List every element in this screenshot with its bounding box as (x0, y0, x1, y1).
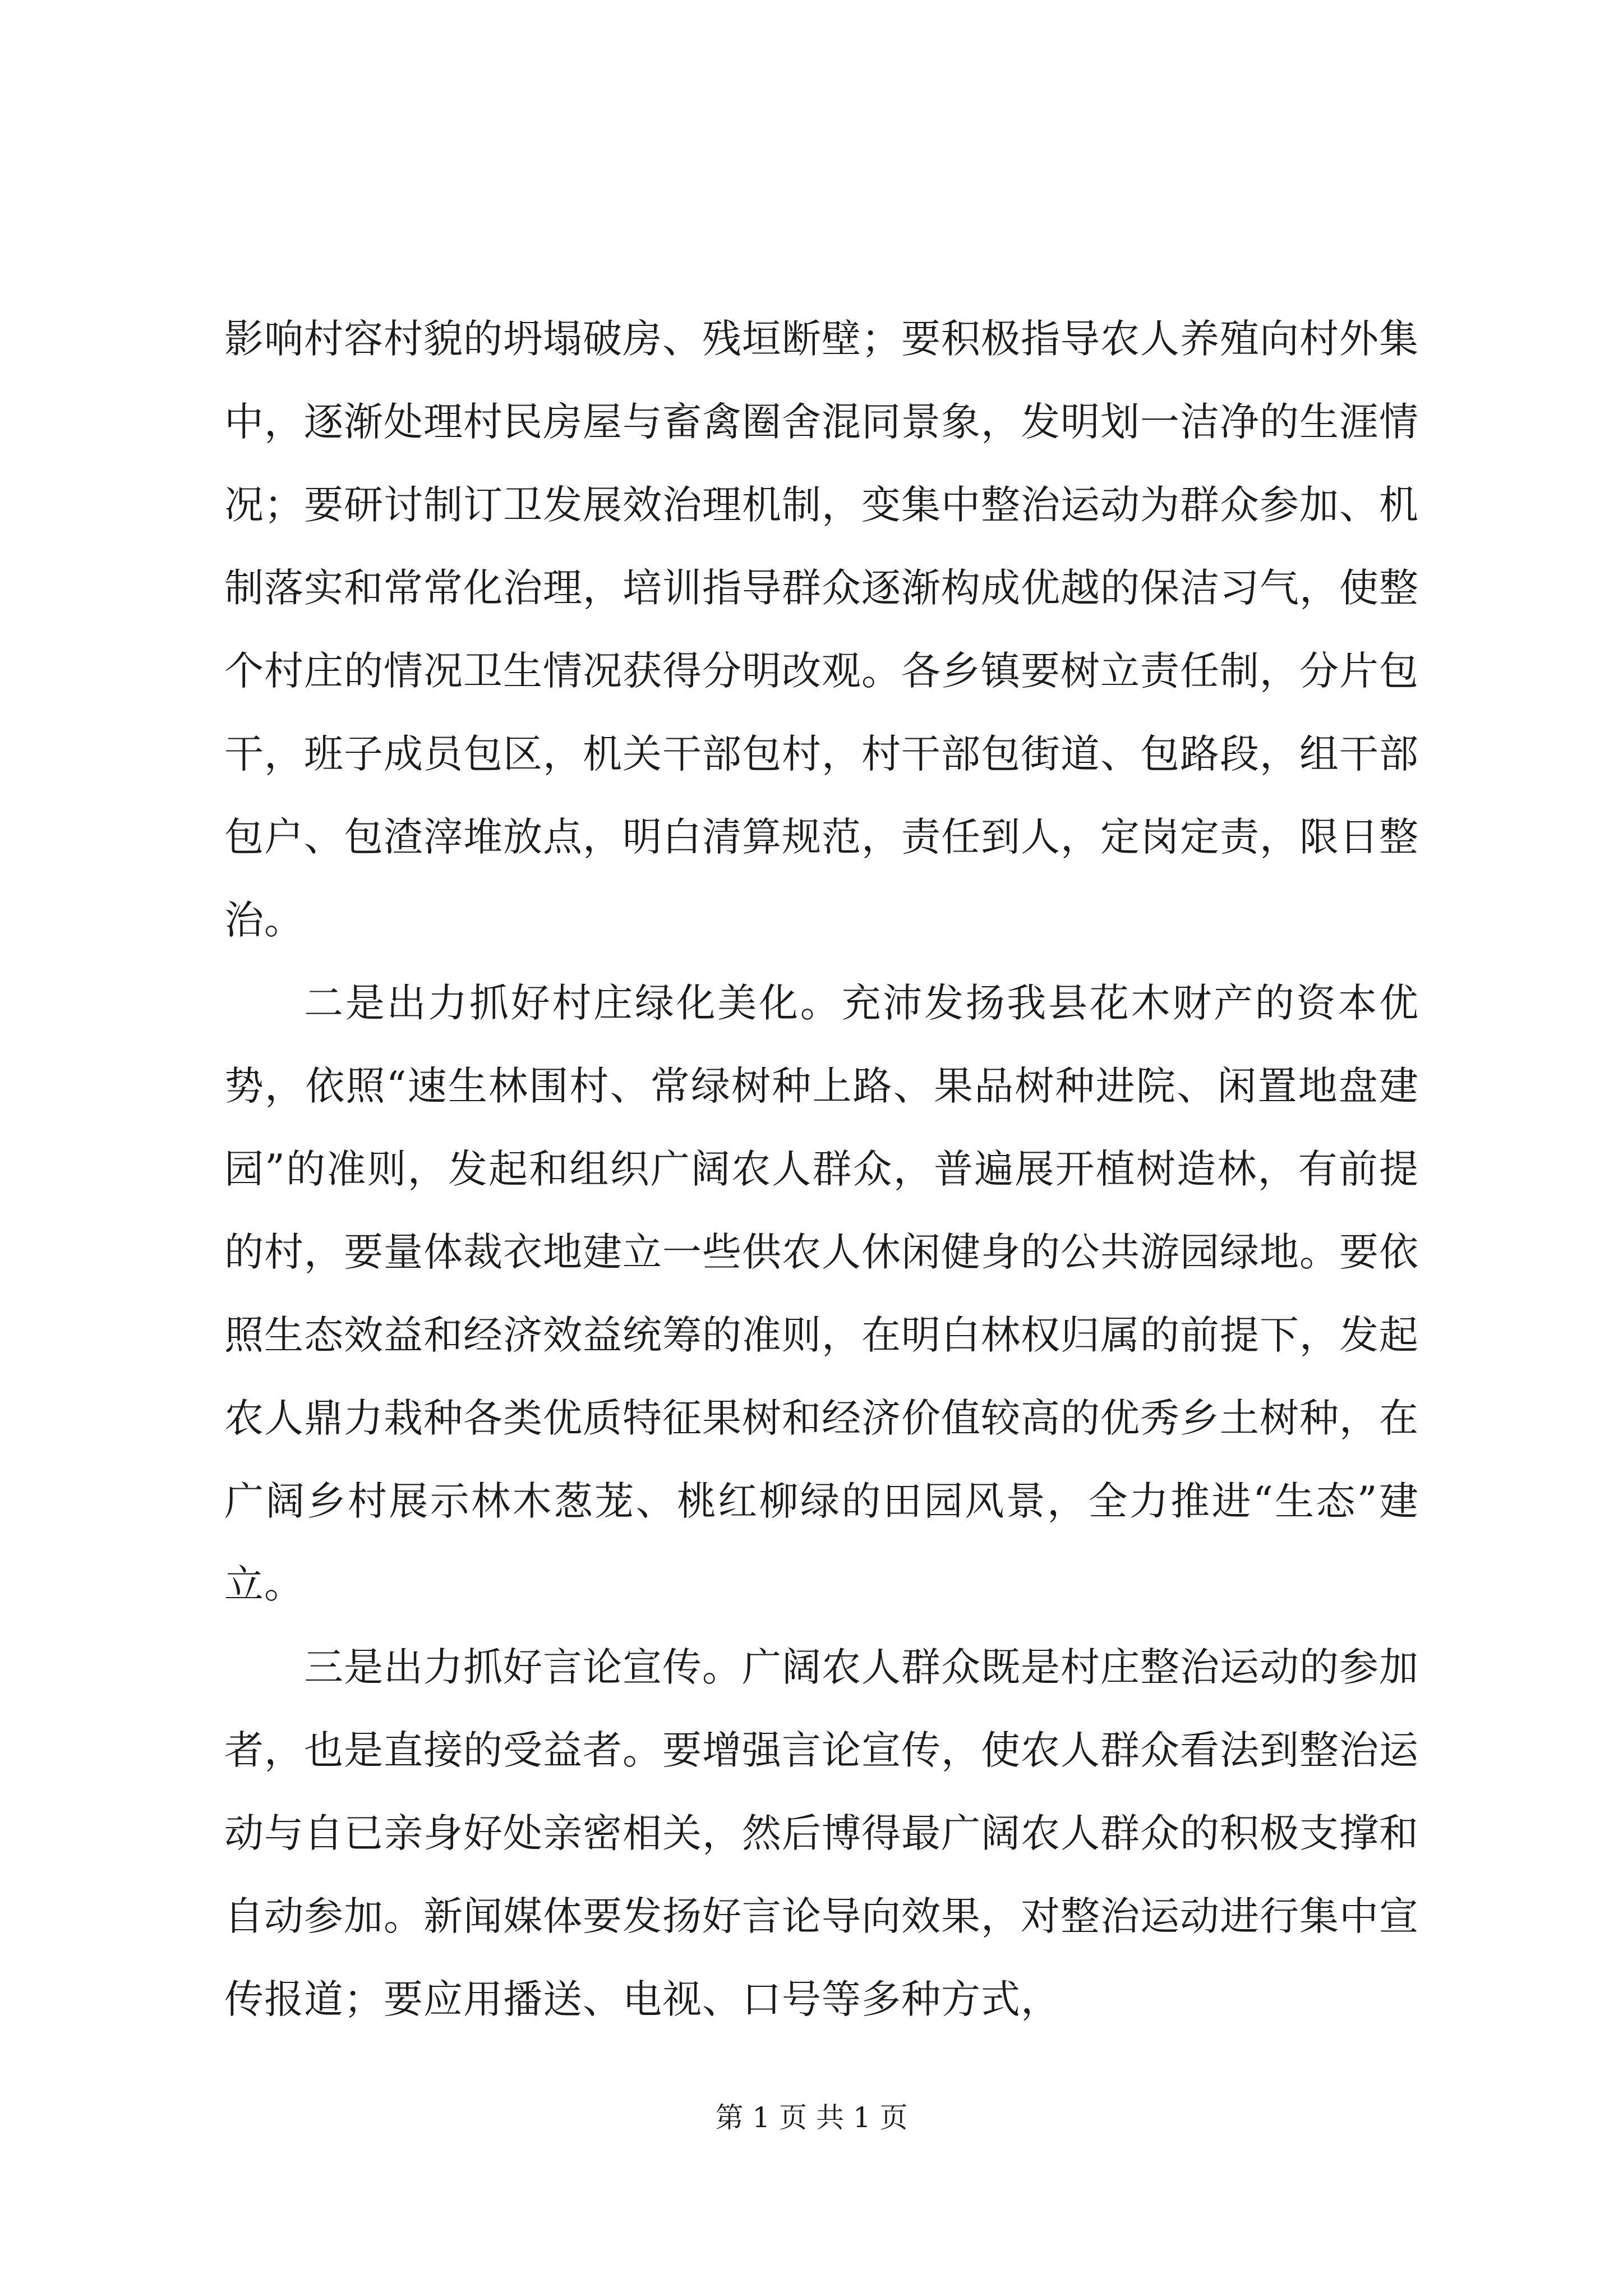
page-number-label: 第 1 页 共 1 页 (715, 2101, 908, 2134)
page-footer (0, 2098, 1623, 2137)
document-body (224, 297, 1419, 2041)
paragraph-3: 三是出力抓好言论宣传。广阔农人群众既是村庄整治运动的参加者，也是直接的受益者。要增强言论宣传，使农人群众看法到整治运动与自已亲身好处亲密相关，然后博得最广阔农人群众的积极支撑和自动参加。新闻媒体要发扬好言论导向效果，对整治运动进行集中宣传报道；要应用播送、电视、口号等多种方式， (224, 1644, 1419, 2022)
paragraph-2: 二是出力抓好村庄绿化美化。充沛发扬我县花木财产的资本优势，依照“速生林围村、常绿树种上路、果品树种进院、闲置地盘建园”的准则，发起和组织广阔农人群众，普遍展开植树造林，有前提的村，要量体裁衣地建立一些供农人休闲健身的公共游园绿地。要依照生态效益和经济效益统筹的准则，在明白林权归属的前提下，发起农人鼎力栽种各类优质特征果树和经济价值较高的优秀乡土树种，在广阔乡村展示林木葱茏、桃红柳绿的田园风景，全力推进“生态”建立。 (224, 980, 1419, 1607)
paragraph-1: 影响村容村貌的坍塌破房、残垣断壁；要积极指导农人养殖向村外集中，逐渐处理村民房屋与畜禽圈舍混同景象，发明划一洁净的生涯情况；要研讨制订卫发展效治理机制，变集中整治运动为群众参加、机制落实和常常化治理，培训指导群众逐渐构成优越的保洁习气，使整个村庄的情况卫生情况获得分明改观。各乡镇要树立责任制，分片包干，班子成员包区，机关干部包村，村干部包街道、包路段，组干部包户、包渣滓堆放点，明白清算规范，责任到人，定岗定责，限日整治。 (224, 316, 1419, 943)
